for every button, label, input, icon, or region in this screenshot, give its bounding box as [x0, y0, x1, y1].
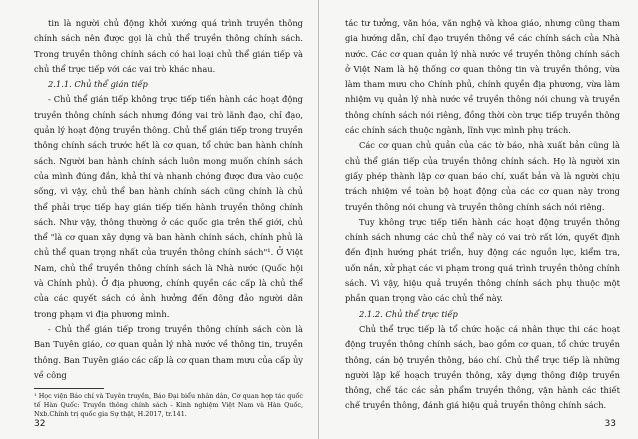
right-paragraph-1: tác tư tưởng, văn hóa, văn nghệ và khoa giáo, nhưng cũng tham gia hướng dẫn, chỉ đạo truyền thông về các chính sách của Nhà nước. Các cơ quan quản lý nhà nước về truyền thông chính sách ở Việt Nam là hệ thống cơ quan thông tin và truyền thông, vừa làm tham mưu cho Chính phủ, chính quyền địa phương, vừa làm nhiệm vụ quản lý nhà nước về truyền thông nói chung và truyền thông chính sách nói riêng, đồng thời còn trực tiếp truyền thông các chính sách thuộc ngành, lĩnh vực mình phụ trách.: [345, 18, 620, 136]
left-paragraph-1: tin là người chủ động khởi xướng quá trình truyền thông chính sách nên được gọi là chủ thể truyền thông chính sách. Trong truyền thông chính sách có hai loại chủ thể gián tiếp và chủ thể trực tiếp với các vai trò khác nhau.: [34, 18, 303, 74]
right-paragraph-4: Chủ thể trực tiếp là tổ chức hoặc cá nhân thực thi các hoạt động truyền thông chính sách, bao gồm cơ quan, tổ chức truyền thông, cán bộ truyền thông, báo chí. Chủ thể trực tiếp là những người lập kế hoạch truyền thông, xây dựng thông điệp truyền thông, chế tác các sản phẩm truyền thông, vận hành các thiết chế truyền thông, đánh giá hiệu quả truyền thông chính sách.: [345, 323, 620, 411]
page-number-left: 32: [34, 419, 46, 429]
left-paragraph-3: - Chủ thể gián tiếp trong truyền thông chính sách còn là Ban Tuyên giáo, cơ quan quản lý nhà nước về thông tin, truyền thông. Ban Tuyên giáo các cấp là cơ quan tham mưu của cấp ủy về công: [34, 323, 303, 380]
right-page: [319, 0, 638, 439]
footnote: ¹ Học viện Báo chí và Tuyên truyền, Báo Đại biểu nhân dân, Cơ quan hợp tác quốc tế Hàn Quốc: Truyền thông chính sách - Kinh nghiệm Việt Nam và Hàn Quốc, Nxb.Chính trị quốc gia Sự thật, H.2017, tr.141.: [34, 392, 303, 419]
section-heading-2-1-1: 2.1.1. Chủ thể gián tiếp: [48, 79, 148, 90]
page-number-right: 33: [604, 419, 616, 429]
left-paragraph-2: - Chủ thể gián tiếp không trực tiếp tiến hành các hoạt động truyền thông chính sách nhưng đóng vai trò lãnh đạo, chỉ đạo, quản lý hoạt động truyền thông. Chủ thể gián tiếp trong truyền thông chính sách trước hết là cơ quan, tổ chức ban hành chính sách. Người ban hành chính sách luôn mong muốn chính sách của mình đúng đắn, khả thi và nhanh chóng được đưa vào cuộc sống, vì vậy, chủ thể ban hành chính sách cũng chính là chủ thể phải trực tiếp hay gián tiếp tiến hành truyền thông chính sách. Như vậy, thông thường ở các quốc gia trên thế giới, chủ thể "là cơ quan xây dựng và ban hành chính sách, chính phủ là chủ thể quan trọng nhất của truyền thông chính sách"¹. Ở Việt Nam, chủ thể truyền thông chính sách là Nhà nước (Quốc hội và Chính phủ). Ở địa phương, chính quyền các cấp là chủ thể của các quyết sách có ảnh hưởng đến đông đảo người dân trong phạm vi địa phương mình.: [34, 94, 303, 319]
section-heading-2-1-2: 2.1.2. Chủ thể trực tiếp: [359, 308, 458, 319]
footnote-divider: [34, 388, 104, 389]
right-paragraph-2: Các cơ quan chủ quản của các tờ báo, nhà xuất bản cũng là chủ thể gián tiếp của truyền thông chính sách. Họ là người xin giấy phép thành lập cơ quan báo chí, xuất bản và là người chịu trách nhiệm về toàn bộ hoạt động của các cơ quan này trong truyền thông nói chung và truyền thông chính sách nói riêng.: [345, 140, 620, 212]
right-paragraph-3: Tuy không trực tiếp tiến hành các hoạt động truyền thông chính sách nhưng các chủ thể này có vai trò rất lớn, quyết định đến định hướng phát triển, huy động các nguồn lực, kiểm tra, uốn nắn, xử phạt các vi phạm trong quá trình truyền thông chính sách. Vì vậy, hiệu quả truyền thông chính sách phụ thuộc một phần quan trọng vào các chủ thể này.: [345, 216, 620, 304]
